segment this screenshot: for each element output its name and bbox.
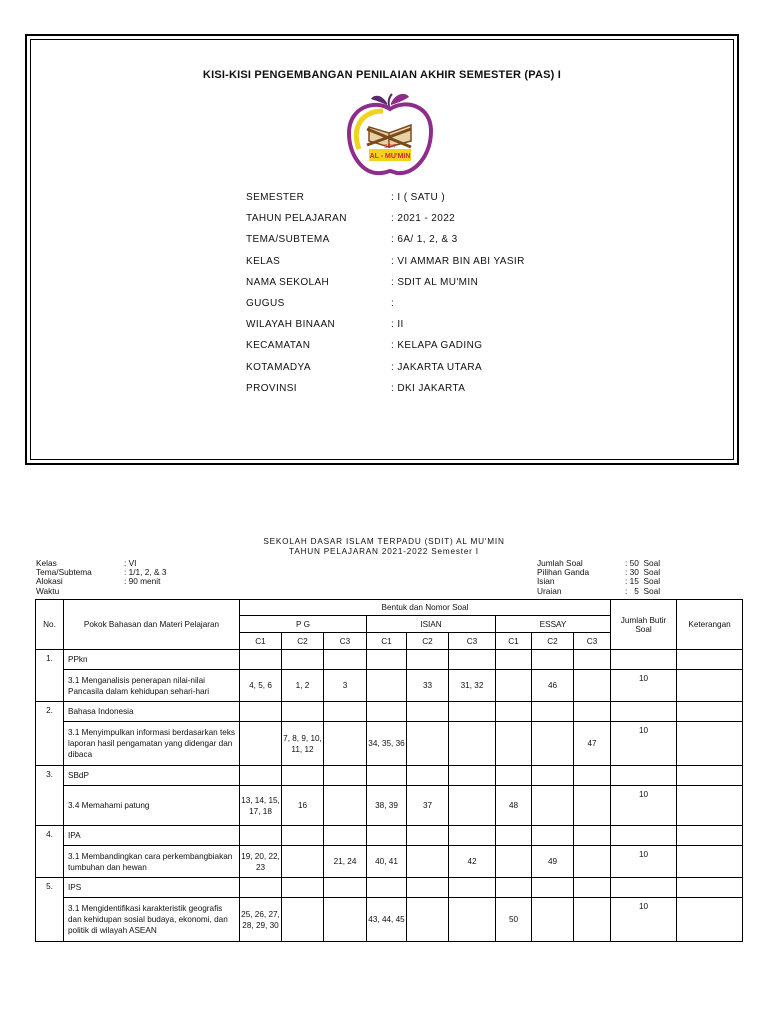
subject-number: 3. <box>36 766 64 826</box>
question-numbers-cell: 1, 2 <box>282 670 324 702</box>
empty-cell <box>449 702 496 722</box>
cover-info-value: : VI AMMAR BIN ABI YASIR <box>391 255 525 267</box>
question-numbers-cell: 16 <box>282 786 324 826</box>
question-count-meta-key: Isian <box>537 576 555 587</box>
question-numbers-cell <box>367 670 407 702</box>
empty-cell <box>407 826 449 846</box>
cover-info-label: NAMA SEKOLAH <box>246 276 330 288</box>
materi-row <box>36 670 743 702</box>
empty-cell <box>367 650 407 670</box>
question-numbers-cell: 19, 20, 22, 23 <box>240 846 282 878</box>
kisi-kisi-table <box>35 599 743 942</box>
question-numbers-cell <box>532 786 574 826</box>
header-level: C2 <box>282 633 324 650</box>
question-numbers-cell: 4, 5, 6 <box>240 670 282 702</box>
empty-cell <box>324 766 367 786</box>
subject-row <box>36 766 743 786</box>
empty-cell <box>611 766 677 786</box>
header-level: C2 <box>532 633 574 650</box>
question-numbers-cell: 7, 8, 9, 10, 11, 12 <box>282 722 324 766</box>
question-numbers-cell: 46 <box>532 670 574 702</box>
keterangan-cell <box>677 722 743 766</box>
cover-info-label: WILAYAH BINAAN <box>246 319 336 331</box>
question-numbers-cell: 21, 24 <box>324 846 367 878</box>
question-count-meta-key: Jumlah Soal <box>537 558 583 568</box>
empty-cell <box>532 650 574 670</box>
cover-info-value: : II <box>391 319 404 331</box>
empty-cell <box>240 878 282 898</box>
empty-cell <box>677 650 743 670</box>
subject-number: 5. <box>36 878 64 942</box>
question-count-meta-value: : 15 Soal <box>625 576 661 587</box>
empty-cell <box>496 878 532 898</box>
empty-cell <box>496 702 532 722</box>
keterangan-cell <box>677 898 743 942</box>
question-numbers-cell: 48 <box>496 786 532 826</box>
jumlah-butir-cell: 10 <box>611 786 677 826</box>
cover-info-label: PROVINSI <box>246 382 297 394</box>
empty-cell <box>611 826 677 846</box>
subject-row <box>36 826 743 846</box>
cover-info-row <box>246 319 646 340</box>
logo-text: AL - MU'MIN <box>369 153 411 160</box>
cover-info-row <box>246 362 646 383</box>
question-numbers-cell <box>532 722 574 766</box>
question-numbers-cell <box>407 898 449 942</box>
empty-cell <box>611 878 677 898</box>
question-numbers-cell <box>449 786 496 826</box>
empty-cell <box>240 702 282 722</box>
question-numbers-cell <box>449 722 496 766</box>
header-level: C2 <box>407 633 449 650</box>
empty-cell <box>677 702 743 722</box>
question-count-meta-value: : 5 Soal <box>625 585 661 596</box>
empty-cell <box>611 702 677 722</box>
cover-info-row <box>246 298 646 319</box>
empty-cell <box>407 702 449 722</box>
empty-cell <box>324 878 367 898</box>
empty-cell <box>532 878 574 898</box>
logo-subtext: SDIT <box>384 144 396 150</box>
subject-number: 4. <box>36 826 64 878</box>
question-count-meta-key: Pilihan Ganda <box>537 567 590 578</box>
question-numbers-cell <box>282 846 324 878</box>
question-count-meta-key: Uraian <box>537 585 562 596</box>
cover-info-value: : KELAPA GADING <box>391 340 483 352</box>
materi-text: 3.1 Menyimpulkan informasi berdasarkan teks laporan hasil pengamatan yang didengar dan dibaca <box>64 722 240 766</box>
empty-cell <box>240 650 282 670</box>
question-numbers-cell: 37 <box>407 786 449 826</box>
materi-row <box>36 846 743 878</box>
question-numbers-cell: 25, 26, 27, 28, 29, 30 <box>240 898 282 942</box>
cover-info <box>246 192 646 404</box>
question-numbers-cell: 40, 41 <box>367 846 407 878</box>
cover-info-value: : DKI JAKARTA <box>391 382 466 394</box>
header-jumlah: Jumlah Butir Soal <box>611 600 677 650</box>
question-numbers-cell: 43, 44, 45 <box>367 898 407 942</box>
question-numbers-cell <box>324 786 367 826</box>
empty-cell <box>282 766 324 786</box>
cover-info-label: KOTAMADYA <box>246 361 311 373</box>
question-numbers-cell: 50 <box>496 898 532 942</box>
question-numbers-cell: 34, 35, 36 <box>367 722 407 766</box>
empty-cell <box>367 702 407 722</box>
cover-info-value: : I ( SATU ) <box>391 192 446 203</box>
empty-cell <box>367 826 407 846</box>
empty-cell <box>449 766 496 786</box>
empty-cell <box>324 650 367 670</box>
subject-name: PPkn <box>64 650 240 670</box>
header-level: C3 <box>574 633 611 650</box>
empty-cell <box>407 878 449 898</box>
empty-cell <box>677 766 743 786</box>
empty-cell <box>407 766 449 786</box>
jumlah-butir-cell: 10 <box>611 898 677 942</box>
materi-row <box>36 898 743 942</box>
empty-cell <box>282 826 324 846</box>
empty-cell <box>677 826 743 846</box>
academic-year: TAHUN PELAJARAN 2021-2022 Semester I <box>289 547 479 556</box>
header-essay: ESSAY <box>496 616 611 633</box>
question-numbers-cell <box>574 670 611 702</box>
question-numbers-cell <box>407 846 449 878</box>
empty-cell <box>407 650 449 670</box>
empty-cell <box>282 878 324 898</box>
class-meta-key: Tema/Subtema <box>36 567 92 578</box>
header-pokok: Pokok Bahasan dan Materi Pelajaran <box>64 600 240 650</box>
question-numbers-cell <box>574 846 611 878</box>
class-meta-value: : 90 menit <box>124 576 161 587</box>
header-level: C1 <box>367 633 407 650</box>
question-count-meta-value: : 50 Soal <box>625 558 661 568</box>
question-numbers-cell: 31, 32 <box>449 670 496 702</box>
cover-info-value: : SDIT AL MU'MIN <box>391 276 479 288</box>
empty-cell <box>324 702 367 722</box>
empty-cell <box>496 826 532 846</box>
cover-info-row <box>246 234 646 255</box>
cover-info-label: KELAS <box>246 255 281 267</box>
materi-text: 3.1 Mengidentifikasi karakteristik geografis dan kehidupan sosial budaya, ekonomi, dan politik di wilayah ASEAN <box>64 898 240 942</box>
subject-row <box>36 650 743 670</box>
cover-info-value: : <box>391 297 395 309</box>
empty-cell <box>240 826 282 846</box>
materi-text: 3.1 Membandingkan cara perkembangbiakan tumbuhan dan hewan <box>64 846 240 878</box>
question-numbers-cell <box>496 846 532 878</box>
materi-text: 3.4 Memahami patung <box>64 786 240 826</box>
keterangan-cell <box>677 786 743 826</box>
header-pg: P G <box>240 616 367 633</box>
question-numbers-cell <box>449 898 496 942</box>
header-level: C1 <box>496 633 532 650</box>
empty-cell <box>496 766 532 786</box>
question-numbers-cell: 47 <box>574 722 611 766</box>
empty-cell <box>574 650 611 670</box>
empty-cell <box>367 766 407 786</box>
cover-info-row <box>246 340 646 361</box>
keterangan-cell <box>677 670 743 702</box>
empty-cell <box>574 702 611 722</box>
jumlah-butir-cell: 10 <box>611 722 677 766</box>
question-numbers-cell <box>324 898 367 942</box>
school-name: SEKOLAH DASAR ISLAM TERPADU (SDIT) AL MU'MIN <box>263 537 505 546</box>
empty-cell <box>611 650 677 670</box>
jumlah-butir-cell: 10 <box>611 670 677 702</box>
cover-inner-border <box>30 39 734 460</box>
cover-info-row <box>246 383 646 404</box>
cover-info-value: : 2021 - 2022 <box>391 213 456 225</box>
header-level: C3 <box>449 633 496 650</box>
cover-info-row <box>246 277 646 298</box>
cover-info-row <box>246 192 646 213</box>
cover-info-label: KECAMATAN <box>246 340 311 352</box>
question-numbers-cell <box>324 722 367 766</box>
empty-cell <box>532 766 574 786</box>
empty-cell <box>324 826 367 846</box>
subject-name: Bahasa Indonesia <box>64 702 240 722</box>
subject-number: 1. <box>36 650 64 702</box>
empty-cell <box>367 878 407 898</box>
header-no: No. <box>36 600 64 650</box>
school-logo <box>345 89 435 179</box>
question-numbers-cell <box>496 670 532 702</box>
question-count-meta-value: : 30 Soal <box>625 567 661 578</box>
subject-number: 2. <box>36 702 64 766</box>
question-numbers-cell <box>532 898 574 942</box>
class-meta-key: Alokasi Waktu <box>36 576 63 596</box>
class-meta-value: : 1/1, 2, & 3 <box>124 567 167 578</box>
subject-name: IPS <box>64 878 240 898</box>
cover-info-label: GUGUS <box>246 297 285 309</box>
cover-title: KISI-KISI PENGEMBANGAN PENILAIAN AKHIR SEMESTER (PAS) I <box>202 69 562 81</box>
empty-cell <box>240 766 282 786</box>
header-level: C1 <box>240 633 282 650</box>
question-numbers-cell: 38, 39 <box>367 786 407 826</box>
header-level: C3 <box>324 633 367 650</box>
question-numbers-cell <box>496 722 532 766</box>
cover-info-value: : 6A/ 1, 2, & 3 <box>391 234 458 246</box>
empty-cell <box>574 878 611 898</box>
question-numbers-cell: 33 <box>407 670 449 702</box>
header-bentuk: Bentuk dan Nomor Soal <box>240 600 611 616</box>
subject-row <box>36 878 743 898</box>
empty-cell <box>532 826 574 846</box>
keterangan-cell <box>677 846 743 878</box>
materi-row <box>36 786 743 826</box>
cover-info-label: TAHUN PELAJARAN <box>246 213 347 225</box>
materi-row <box>36 722 743 766</box>
question-numbers-cell <box>574 898 611 942</box>
empty-cell <box>282 702 324 722</box>
class-meta-key: Kelas <box>36 558 57 568</box>
empty-cell <box>449 826 496 846</box>
cover-info-label: TEMA/SUBTEMA <box>246 234 330 246</box>
cover-info-row <box>246 256 646 277</box>
cover-info-row <box>246 213 646 234</box>
empty-cell <box>282 650 324 670</box>
materi-text: 3.1 Menganalisis penerapan nilai-nilai Pancasila dalam kehidupan sehari-hari <box>64 670 240 702</box>
empty-cell <box>449 650 496 670</box>
empty-cell <box>449 878 496 898</box>
cover-page <box>25 34 739 465</box>
subject-row <box>36 702 743 722</box>
question-numbers-cell: 49 <box>532 846 574 878</box>
question-numbers-cell <box>574 786 611 826</box>
question-numbers-cell: 42 <box>449 846 496 878</box>
class-meta-value: : VI <box>124 558 137 568</box>
question-numbers-cell <box>282 898 324 942</box>
question-numbers-cell: 13, 14, 15, 17, 18 <box>240 786 282 826</box>
empty-cell <box>574 766 611 786</box>
empty-cell <box>532 702 574 722</box>
empty-cell <box>574 826 611 846</box>
header-isian: ISIAN <box>367 616 496 633</box>
cover-info-label: SEMESTER <box>246 192 305 203</box>
question-numbers-cell <box>240 722 282 766</box>
subject-name: SBdP <box>64 766 240 786</box>
jumlah-butir-cell: 10 <box>611 846 677 878</box>
question-numbers-cell <box>407 722 449 766</box>
empty-cell <box>496 650 532 670</box>
header-keterangan: Keterangan <box>677 600 743 650</box>
subject-name: IPA <box>64 826 240 846</box>
question-numbers-cell: 3 <box>324 670 367 702</box>
cover-info-value: : JAKARTA UTARA <box>391 361 483 373</box>
empty-cell <box>677 878 743 898</box>
